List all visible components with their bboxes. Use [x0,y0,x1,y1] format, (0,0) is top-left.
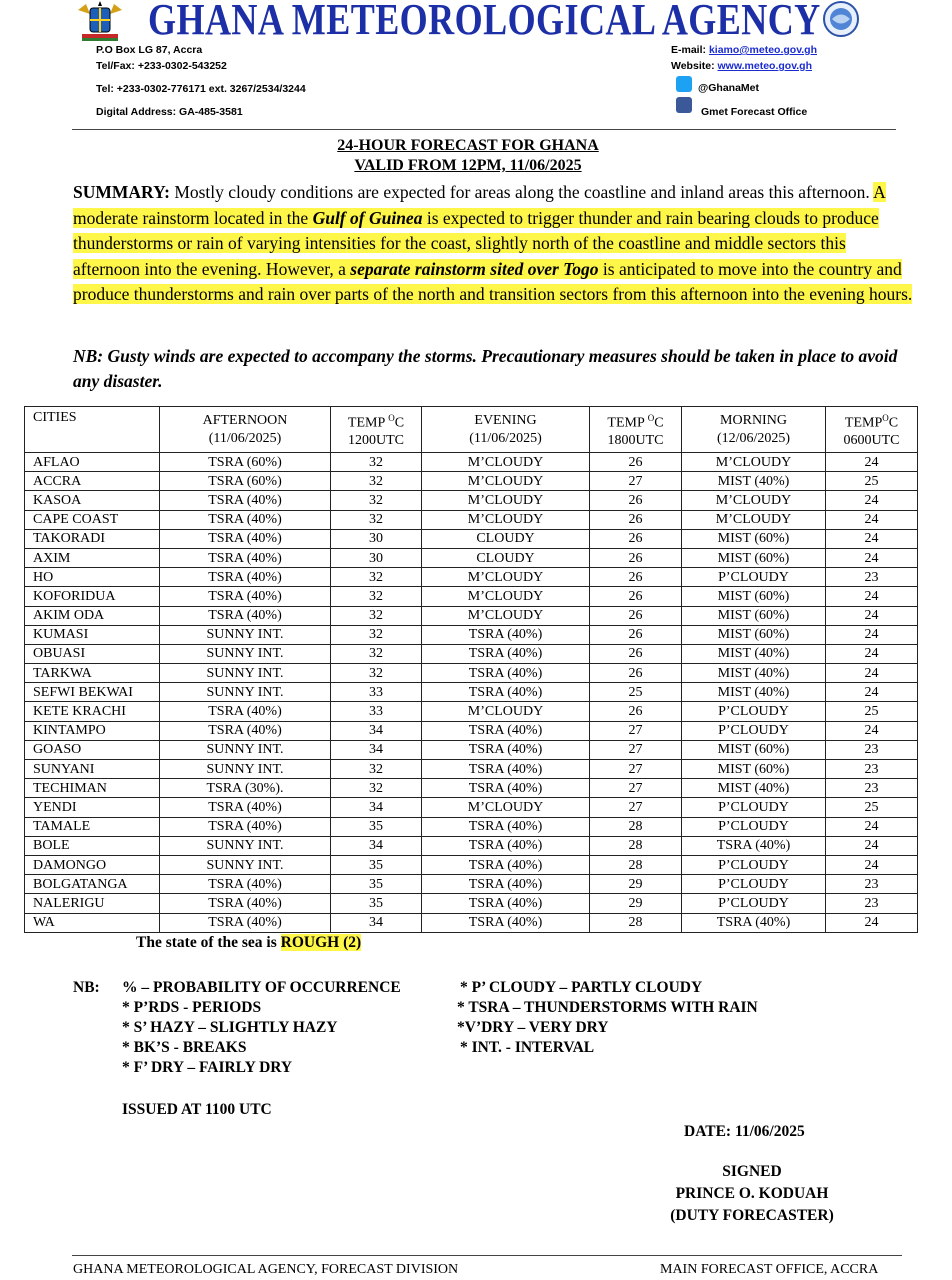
cell-city: BOLE [25,836,160,855]
table-row [25,664,918,683]
cell-morning: TSRA (40%) [682,836,826,855]
table-row [25,760,918,779]
cell-temp-1200: 32 [331,664,422,683]
forecast-title: 24-HOUR FORECAST FOR GHANA [337,137,599,154]
cell-temp-1800: 26 [590,644,682,663]
cell-morning: P’CLOUDY [682,875,826,894]
cell-temp-1200: 33 [331,702,422,721]
facebook-name: Gmet Forecast Office [701,106,808,118]
cell-temp-1800: 27 [590,798,682,817]
cell-city: HO [25,568,160,587]
cell-city: KUMASI [25,625,160,644]
cell-city: KINTAMPO [25,721,160,740]
website-line [671,60,812,72]
summary-paragraph [73,180,915,308]
cell-morning: MIST (40%) [682,779,826,798]
cell-temp-1800: 26 [590,625,682,644]
table-row [25,721,918,740]
cell-morning: P’CLOUDY [682,798,826,817]
cell-temp-0600: 24 [826,587,918,606]
cell-temp-1800: 26 [590,548,682,567]
cell-evening: TSRA (40%) [422,875,590,894]
cell-temp-0600: 24 [826,721,918,740]
cell-afternoon: TSRA (40%) [160,721,331,740]
cell-temp-1200: 32 [331,568,422,587]
table-row [25,510,918,529]
cell-temp-1800: 26 [590,510,682,529]
cell-city: SEFWI BEKWAI [25,683,160,702]
cell-temp-0600: 25 [826,798,918,817]
cell-temp-1800: 27 [590,760,682,779]
po-box: P.O Box LG 87, Accra [96,44,203,56]
cell-temp-1200: 35 [331,875,422,894]
cell-afternoon: TSRA (40%) [160,894,331,913]
legend-right-1: * TSRA – THUNDERSTORMS WITH RAIN [457,999,758,1016]
cell-evening: TSRA (40%) [422,855,590,874]
sea-state [136,934,361,952]
header-cities: CITIES [25,407,160,453]
table-row [25,644,918,663]
cell-temp-1200: 32 [331,472,422,491]
cell-morning: MIST (40%) [682,644,826,663]
cell-afternoon: TSRA (30%). [160,779,331,798]
legend-right-0: * P’ CLOUDY – PARTLY CLOUDY [460,979,703,996]
signed-label: SIGNED [722,1163,782,1180]
cell-temp-1200: 32 [331,760,422,779]
cell-temp-0600: 24 [826,453,918,472]
cell-temp-0600: 24 [826,855,918,874]
cell-evening: TSRA (40%) [422,913,590,932]
cell-city: YENDI [25,798,160,817]
summary-highlight-3: is anticipated to move into the country and produce thunderstorms and rain over parts of the north and transition sectors from this afternoon into the evening hours. [73,258,913,305]
cell-afternoon: TSRA (40%) [160,606,331,625]
cell-temp-0600: 24 [826,644,918,663]
table-row [25,836,918,855]
table-row [25,817,918,836]
cell-morning: P’CLOUDY [682,894,826,913]
cell-morning: TSRA (40%) [682,913,826,932]
cell-temp-1800: 27 [590,740,682,759]
cell-afternoon: TSRA (40%) [160,568,331,587]
cell-temp-1800: 28 [590,913,682,932]
cell-temp-1200: 35 [331,855,422,874]
cell-evening: M’CLOUDY [422,798,590,817]
cell-temp-0600: 24 [826,548,918,567]
cell-city: WA [25,913,160,932]
cell-temp-1800: 28 [590,855,682,874]
cell-afternoon: SUNNY INT. [160,664,331,683]
table-row [25,587,918,606]
cell-afternoon: TSRA (40%) [160,913,331,932]
cell-temp-0600: 24 [826,606,918,625]
cell-temp-1200: 32 [331,606,422,625]
twitter-handle: @GhanaMet [698,82,759,94]
cell-temp-1800: 26 [590,702,682,721]
digital-address: Digital Address: GA-485-3581 [96,106,243,118]
email-line [671,44,817,56]
header-temp-1800: TEMP $^O$C 1800UTC [590,407,682,453]
cell-evening: M’CLOUDY [422,453,590,472]
legend-right-2: *V’DRY – VERY DRY [457,1019,609,1036]
header-afternoon: AFTERNOON (11/06/2025) [160,407,331,453]
forecaster-role: (DUTY FORECASTER) [670,1207,834,1224]
cell-morning: M’CLOUDY [682,491,826,510]
legend-left-2: * S’ HAZY – SLIGHTLY HAZY [122,1019,338,1036]
cell-city: DAMONGO [25,855,160,874]
cell-temp-1800: 28 [590,817,682,836]
cell-evening: M’CLOUDY [422,702,590,721]
cell-city: NALERIGU [25,894,160,913]
forecast-table [24,406,918,933]
footer-divider [72,1255,902,1256]
cell-temp-0600: 24 [826,529,918,548]
cell-temp-1200: 32 [331,453,422,472]
cell-temp-0600: 24 [826,817,918,836]
cell-temp-0600: 24 [826,913,918,932]
legend-right-3: * INT. - INTERVAL [460,1039,595,1056]
cell-temp-1200: 35 [331,894,422,913]
issued-time: ISSUED AT 1100 UTC [122,1101,272,1118]
email-label: E-mail: [671,44,707,56]
cell-temp-1800: 29 [590,875,682,894]
cell-temp-1800: 26 [590,664,682,683]
cell-temp-1800: 27 [590,779,682,798]
legend-prefix: NB: [73,979,100,996]
cell-afternoon: TSRA (60%) [160,472,331,491]
cell-morning: P’CLOUDY [682,817,826,836]
cell-evening: M’CLOUDY [422,472,590,491]
cell-temp-0600: 23 [826,894,918,913]
cell-evening: M’CLOUDY [422,491,590,510]
table-body [25,453,918,933]
table-row [25,568,918,587]
cell-temp-1800: 26 [590,529,682,548]
cell-temp-1200: 35 [331,817,422,836]
cell-morning: MIST (60%) [682,760,826,779]
facebook-line [676,97,692,113]
cell-temp-1200: 32 [331,644,422,663]
cell-afternoon: SUNNY INT. [160,760,331,779]
cell-evening: TSRA (40%) [422,740,590,759]
cell-city: AXIM [25,548,160,567]
cell-temp-0600: 23 [826,779,918,798]
cell-city: TAMALE [25,817,160,836]
cell-morning: P’CLOUDY [682,855,826,874]
cell-evening: TSRA (40%) [422,836,590,855]
cell-temp-1800: 26 [590,491,682,510]
cell-morning: MIST (60%) [682,529,826,548]
footer-right: MAIN FORECAST OFFICE, ACCRA [660,1262,879,1277]
forecast-validity: VALID FROM 12PM, 11/06/2025 [354,157,582,174]
cell-temp-0600: 23 [826,760,918,779]
cell-city: OBUASI [25,644,160,663]
table-row [25,894,918,913]
cell-evening: TSRA (40%) [422,664,590,683]
website-link[interactable]: www.meteo.gov.gh [717,60,813,72]
cell-city: CAPE COAST [25,510,160,529]
cell-temp-1200: 34 [331,836,422,855]
cell-morning: P’CLOUDY [682,702,826,721]
cell-city: BOLGATANGA [25,875,160,894]
agency-title: GHANA METEOROLOGICAL AGENCY [148,0,821,44]
cell-morning: MIST (40%) [682,683,826,702]
cell-afternoon: SUNNY INT. [160,683,331,702]
cell-city: TARKWA [25,664,160,683]
cell-afternoon: TSRA (40%) [160,548,331,567]
cell-evening: TSRA (40%) [422,721,590,740]
sea-state-value: ROUGH (2) [280,934,362,951]
cell-temp-0600: 24 [826,683,918,702]
forecast-date: DATE: 11/06/2025 [684,1123,805,1140]
cell-afternoon: SUNNY INT. [160,836,331,855]
cell-temp-0600: 24 [826,664,918,683]
cell-temp-1200: 32 [331,491,422,510]
cell-temp-1800: 26 [590,606,682,625]
cell-temp-1200: 34 [331,740,422,759]
cell-temp-1800: 26 [590,453,682,472]
cell-afternoon: TSRA (40%) [160,817,331,836]
cell-city: KETE KRACHI [25,702,160,721]
cell-evening: TSRA (40%) [422,779,590,798]
summary-togo: separate rainstorm sited over Togo [350,258,599,279]
cell-city: ACCRA [25,472,160,491]
cell-afternoon: SUNNY INT. [160,740,331,759]
cell-temp-1800: 27 [590,721,682,740]
cell-temp-1800: 28 [590,836,682,855]
cell-afternoon: SUNNY INT. [160,644,331,663]
cell-city: GOASO [25,740,160,759]
twitter-icon [676,76,692,92]
cell-temp-0600: 24 [826,836,918,855]
cell-afternoon: SUNNY INT. [160,855,331,874]
cell-temp-1200: 32 [331,625,422,644]
summary-intro: Mostly cloudy conditions are expected for areas along the coastline and inland areas this afternoon. [169,182,874,202]
cell-morning: P’CLOUDY [682,568,826,587]
cell-morning: MIST (60%) [682,606,826,625]
cell-evening: TSRA (40%) [422,625,590,644]
table-row [25,779,918,798]
cell-evening: TSRA (40%) [422,894,590,913]
cell-temp-0600: 23 [826,740,918,759]
cell-temp-0600: 23 [826,875,918,894]
cell-evening: TSRA (40%) [422,760,590,779]
cell-temp-1200: 32 [331,587,422,606]
table-row [25,913,918,932]
cell-morning: MIST (60%) [682,587,826,606]
summary-highlight-1: A moderate rainstorm located in the [73,182,886,228]
cell-temp-1800: 26 [590,587,682,606]
cell-afternoon: TSRA (60%) [160,453,331,472]
table-row [25,855,918,874]
wmo-globe-icon [818,0,864,40]
cell-city: AFLAO [25,453,160,472]
cell-city: AKIM ODA [25,606,160,625]
table-row [25,740,918,759]
summary-label: SUMMARY: [73,182,170,202]
header-morning: MORNING (12/06/2025) [682,407,826,453]
table-row [25,529,918,548]
tel: Tel: +233-0302-776171 ext. 3267/2534/3244 [96,83,306,95]
cell-city: KASOA [25,491,160,510]
cell-temp-1800: 26 [590,568,682,587]
legend-left-4: * F’ DRY – FAIRLY DRY [122,1059,293,1076]
tel-fax: Tel/Fax: +233-0302-543252 [96,60,227,72]
table-row [25,453,918,472]
table-row [25,491,918,510]
cell-temp-1800: 29 [590,894,682,913]
cell-afternoon: TSRA (40%) [160,798,331,817]
email-link[interactable]: kiamo@meteo.gov.gh [708,44,817,56]
cell-evening: M’CLOUDY [422,606,590,625]
cell-temp-0600: 25 [826,472,918,491]
cell-evening: M’CLOUDY [422,510,590,529]
cell-afternoon: SUNNY INT. [160,625,331,644]
sea-state-label: The state of the sea is [136,934,281,951]
table-header-row [25,407,918,453]
legend-left-3: * BK’S - BREAKS [122,1039,247,1056]
cell-morning: MIST (60%) [682,625,826,644]
cell-temp-1200: 33 [331,683,422,702]
cell-afternoon: TSRA (40%) [160,702,331,721]
cell-temp-1200: 32 [331,510,422,529]
cell-evening: M’CLOUDY [422,587,590,606]
website-label: Website: [671,60,715,72]
cell-morning: MIST (40%) [682,472,826,491]
legend-left-0: % – PROBABILITY OF OCCURRENCE [122,979,401,996]
cell-temp-1200: 30 [331,548,422,567]
cell-morning: MIST (60%) [682,740,826,759]
cell-morning: MIST (60%) [682,548,826,567]
cell-city: TECHIMAN [25,779,160,798]
cell-evening: CLOUDY [422,548,590,567]
cell-temp-0600: 25 [826,702,918,721]
cell-city: SUNYANI [25,760,160,779]
cell-morning: M’CLOUDY [682,453,826,472]
facebook-icon [676,97,692,113]
cell-temp-0600: 24 [826,625,918,644]
summary-gulf: Gulf of Guinea [312,207,423,228]
cell-evening: TSRA (40%) [422,683,590,702]
cell-temp-1200: 30 [331,529,422,548]
twitter-line [676,76,692,92]
cell-temp-0600: 23 [826,568,918,587]
cell-temp-0600: 24 [826,510,918,529]
cell-evening: M’CLOUDY [422,568,590,587]
table-row [25,625,918,644]
cell-afternoon: TSRA (40%) [160,491,331,510]
cell-morning: MIST (40%) [682,664,826,683]
table-row [25,702,918,721]
cell-city: TAKORADI [25,529,160,548]
cell-morning: P’CLOUDY [682,721,826,740]
cell-evening: CLOUDY [422,529,590,548]
table-row [25,606,918,625]
header-temp-0600: $TEMP^OC$ 0600UTC [826,407,918,453]
ghana-coat-of-arms-icon [72,0,128,44]
table-row [25,472,918,491]
cell-city: KOFORIDUA [25,587,160,606]
cell-temp-1200: 34 [331,721,422,740]
header-temp-1200: TEMP $^O$C 1200UTC [331,407,422,453]
cell-afternoon: TSRA (40%) [160,587,331,606]
cell-temp-1200: 34 [331,913,422,932]
footer-left: GHANA METEOROLOGICAL AGENCY, FORECAST DIVISION [73,1262,459,1277]
cell-morning: M’CLOUDY [682,510,826,529]
cell-temp-1800: 25 [590,683,682,702]
cell-temp-1200: 34 [331,798,422,817]
cell-afternoon: TSRA (40%) [160,529,331,548]
table-row [25,548,918,567]
cell-temp-1800: 27 [590,472,682,491]
legend-left-1: * P’RDS - PERIODS [122,999,262,1016]
cell-evening: TSRA (40%) [422,644,590,663]
table-row [25,875,918,894]
header-divider [72,129,896,130]
cell-afternoon: TSRA (40%) [160,510,331,529]
table-row [25,798,918,817]
table-row [25,683,918,702]
header-evening: EVENING (11/06/2025) [422,407,590,453]
cell-temp-0600: 24 [826,491,918,510]
forecaster-name: PRINCE O. KODUAH [675,1185,829,1202]
gusty-winds-note: NB: Gusty winds are expected to accompany the storms. Precautionary measures should be taken in place to avoid any disaster. [73,346,898,391]
cell-afternoon: TSRA (40%) [160,875,331,894]
cell-temp-1200: 32 [331,779,422,798]
cell-evening: TSRA (40%) [422,817,590,836]
summary-highlight-2: is expected to trigger thunder and rain bearing clouds to produce thunderstorms or rain of varying intensities for the coast, slightly north of the coastline and middle sectors this afternoon into the evening. However, a [73,207,879,279]
